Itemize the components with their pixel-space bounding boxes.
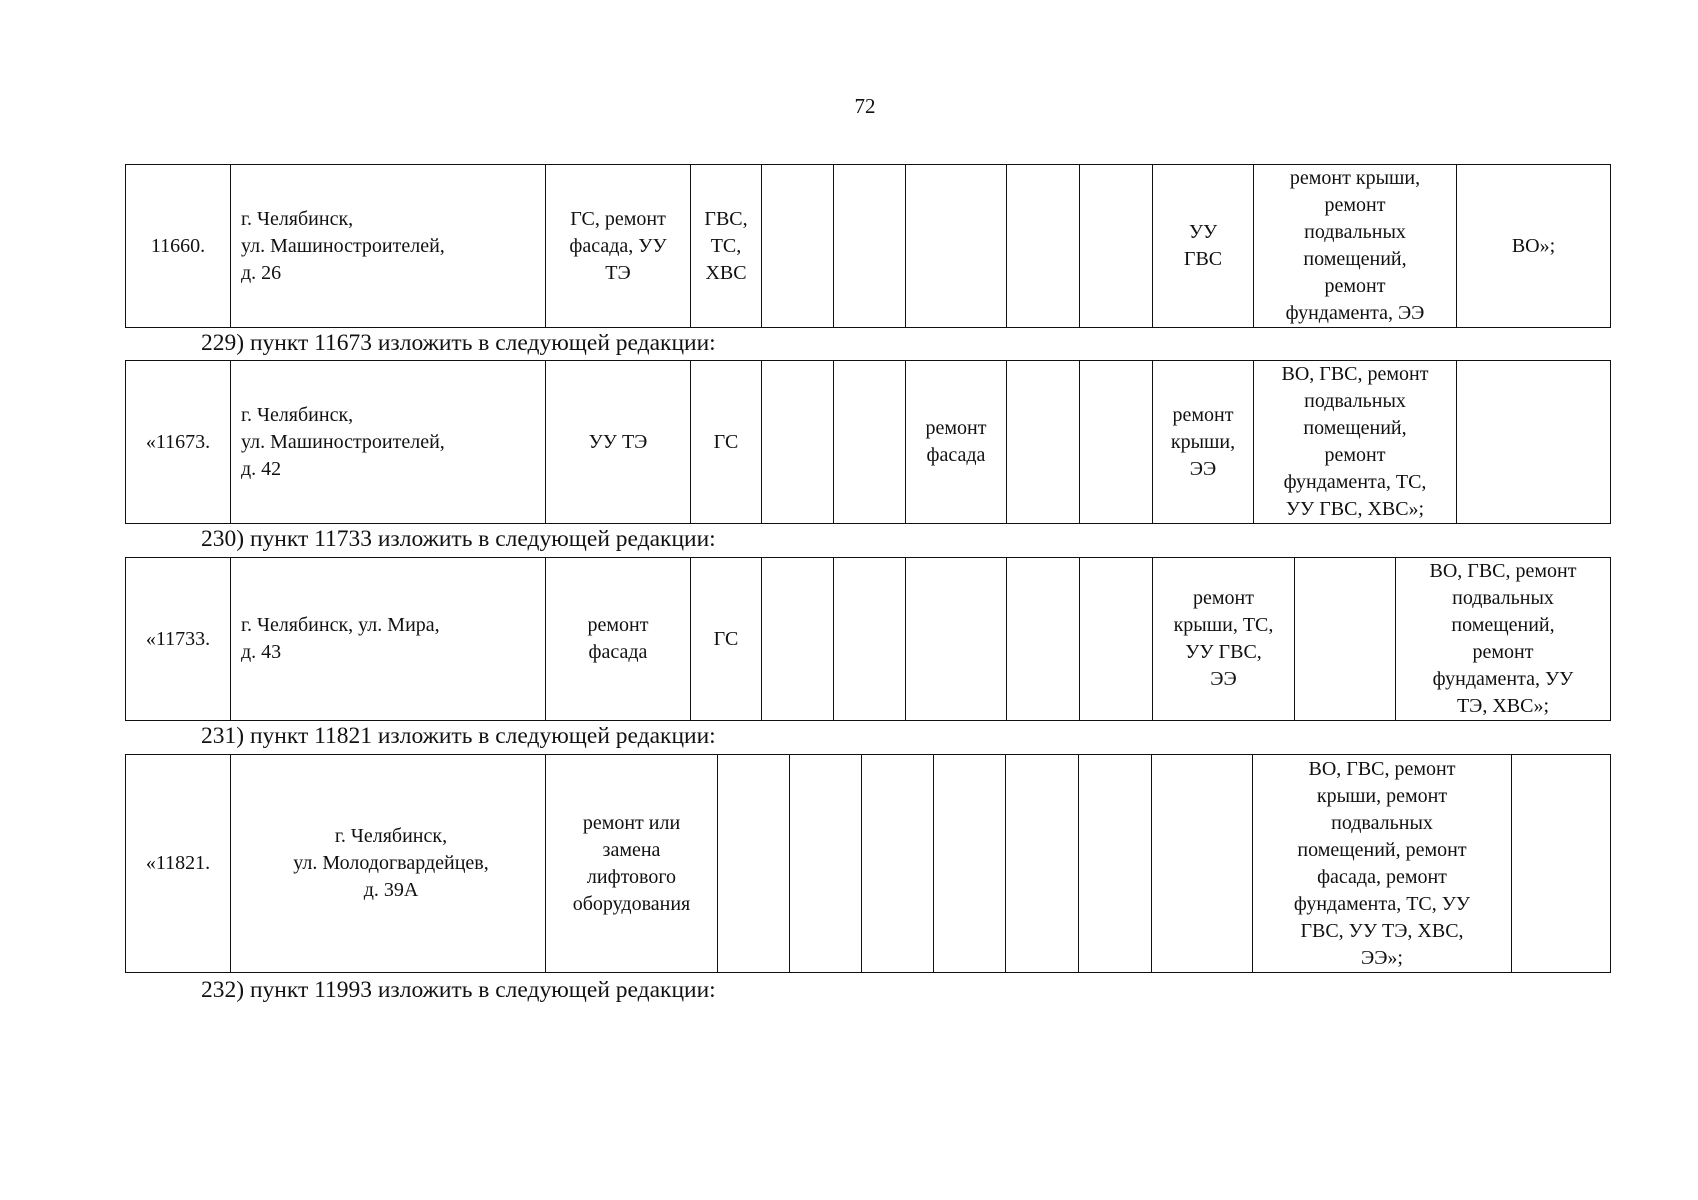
works-line: ремонт крыши, bbox=[1289, 167, 1421, 189]
empty-cell bbox=[762, 361, 834, 524]
table-row-11733 bbox=[125, 557, 1611, 721]
address-line: г. Челябинск, ул. Мира, bbox=[241, 614, 440, 636]
address-line: г. Челябинск, bbox=[241, 207, 354, 230]
works-line: ЭЭ bbox=[1189, 457, 1217, 480]
address-cell bbox=[231, 558, 546, 721]
empty-cell bbox=[834, 558, 906, 721]
works-cell bbox=[546, 755, 718, 973]
address-line: д. 26 bbox=[241, 261, 282, 284]
works-cell bbox=[906, 361, 1007, 524]
works-line: ремонт bbox=[1472, 641, 1534, 663]
empty-cell bbox=[1152, 755, 1253, 973]
works-line: помещений, ремонт bbox=[1297, 838, 1467, 861]
works-line: фундамента, ТС, УУ bbox=[1293, 892, 1471, 915]
works-line: ремонт bbox=[1193, 587, 1254, 609]
works-line: ВО»; bbox=[1511, 234, 1556, 257]
address-line: ул. Машиностроителей, bbox=[241, 430, 445, 453]
table-row-11821 bbox=[125, 754, 1611, 973]
works-line: ЭЭ bbox=[1210, 668, 1237, 690]
empty-cell bbox=[718, 755, 790, 973]
works-line: помещений, bbox=[1451, 614, 1555, 636]
works-line: фасада, УУ bbox=[569, 234, 667, 257]
works-line: подвальных bbox=[1304, 221, 1406, 243]
item-number: 11660. bbox=[126, 165, 231, 328]
works-line: ремонт или bbox=[582, 811, 681, 834]
page-number: 72 bbox=[854, 94, 876, 118]
empty-cell bbox=[1457, 361, 1611, 524]
works-cell bbox=[546, 361, 691, 524]
works-line: помещений, bbox=[1303, 417, 1407, 439]
works-cell bbox=[691, 558, 762, 721]
address-line: г. Челябинск, bbox=[241, 403, 354, 426]
works-line: ремонт bbox=[587, 614, 649, 636]
address-line: ул. Машиностроителей, bbox=[241, 234, 445, 257]
empty-cell bbox=[790, 755, 862, 973]
address-line: д. 43 bbox=[241, 641, 282, 663]
works-cell bbox=[1153, 558, 1295, 721]
address-line: г. Челябинск, bbox=[334, 825, 448, 847]
address-line: д. 39А bbox=[363, 879, 419, 901]
works-line: ремонт bbox=[1324, 194, 1386, 216]
works-cell bbox=[691, 361, 762, 524]
works-line: ремонт bbox=[1324, 275, 1386, 297]
works-line: фундамента, ЭЭ bbox=[1285, 302, 1425, 324]
item-number: «11821. bbox=[126, 755, 231, 973]
works-line: лифтового bbox=[586, 865, 677, 888]
works-line: крыши, ремонт bbox=[1316, 784, 1448, 807]
amendment-line: 231) пункт 11821 изложить в следующей редакции: bbox=[201, 723, 716, 749]
empty-cell bbox=[1007, 165, 1080, 328]
works-line: фасада bbox=[588, 641, 648, 663]
works-cell bbox=[1153, 361, 1254, 524]
address-cell bbox=[231, 755, 546, 973]
empty-cell bbox=[1080, 361, 1153, 524]
empty-cell bbox=[862, 755, 934, 973]
empty-cell bbox=[1080, 558, 1153, 721]
works-line: подвальных bbox=[1452, 587, 1554, 609]
table-row-11673 bbox=[125, 360, 1611, 524]
item-number: «11673. bbox=[126, 361, 231, 524]
works-line: ГВС, УУ ТЭ, ХВС, bbox=[1300, 919, 1464, 942]
amendment-line: 229) пункт 11673 изложить в следующей редакции: bbox=[201, 330, 716, 356]
amendment-line: 232) пункт 11993 изложить в следующей редакции: bbox=[201, 977, 716, 1003]
works-line: ГС bbox=[713, 627, 739, 650]
empty-cell bbox=[1006, 755, 1079, 973]
works-cell bbox=[546, 558, 691, 721]
empty-cell bbox=[762, 165, 834, 328]
works-line: ТЭ bbox=[605, 261, 631, 284]
empty-cell bbox=[1295, 558, 1396, 721]
works-line: ремонт bbox=[1324, 444, 1386, 466]
works-line: ВО, ГВС, ремонт bbox=[1281, 363, 1429, 385]
works-cell bbox=[1396, 558, 1611, 721]
empty-cell bbox=[1007, 558, 1080, 721]
works-line: УУ ТЭ bbox=[588, 430, 648, 453]
empty-cell bbox=[934, 755, 1006, 973]
works-line: оборудования bbox=[572, 892, 691, 915]
address-line: ул. Молодогвардейцев, bbox=[293, 852, 489, 874]
works-cell bbox=[1254, 361, 1457, 524]
works-line: крыши, bbox=[1170, 430, 1236, 453]
works-line: крыши, ТС, bbox=[1173, 614, 1274, 636]
works-line: замена bbox=[602, 838, 661, 861]
empty-cell bbox=[906, 558, 1007, 721]
empty-cell bbox=[834, 165, 906, 328]
works-line: фасада bbox=[926, 444, 986, 466]
works-line: ВО, ГВС, ремонт bbox=[1429, 560, 1577, 582]
empty-cell bbox=[762, 558, 834, 721]
address-cell bbox=[231, 165, 546, 328]
amendment-line: 230) пункт 11733 изложить в следующей редакции: bbox=[201, 526, 716, 552]
works-line: фундамента, ТС, bbox=[1283, 471, 1427, 493]
works-line: ЭЭ»; bbox=[1361, 946, 1403, 969]
address-line: д. 42 bbox=[241, 457, 282, 480]
works-cell bbox=[1254, 165, 1457, 328]
works-line: ТС, bbox=[710, 234, 742, 257]
empty-cell bbox=[1080, 165, 1153, 328]
empty-cell bbox=[1079, 755, 1152, 973]
empty-cell bbox=[1007, 361, 1080, 524]
works-line: ВО, ГВС, ремонт bbox=[1308, 757, 1456, 780]
works-line: помещений, bbox=[1303, 248, 1407, 270]
works-cell bbox=[546, 165, 691, 328]
empty-cell bbox=[906, 165, 1007, 328]
works-cell bbox=[691, 165, 762, 328]
works-line: фундамента, УУ bbox=[1432, 668, 1574, 690]
works-line: ХВС bbox=[705, 261, 747, 284]
works-line: ГВС bbox=[1183, 248, 1223, 270]
works-line: фасада, ремонт bbox=[1317, 865, 1447, 888]
works-line: ТЭ, ХВС»; bbox=[1456, 695, 1550, 717]
works-cell bbox=[1153, 165, 1254, 328]
works-cell bbox=[1457, 165, 1611, 328]
works-line: подвальных bbox=[1331, 811, 1433, 834]
empty-cell bbox=[1512, 755, 1611, 973]
works-line: УУ bbox=[1188, 221, 1218, 243]
empty-cell bbox=[834, 361, 906, 524]
works-line: ГВС, bbox=[704, 207, 748, 230]
works-line: УУ ГВС, bbox=[1185, 641, 1262, 663]
works-line: ГС, ремонт bbox=[570, 207, 666, 230]
works-line: подвальных bbox=[1304, 390, 1406, 412]
works-line: УУ ГВС, ХВС»; bbox=[1285, 498, 1425, 520]
works-line: ремонт bbox=[925, 417, 987, 439]
address-cell bbox=[231, 361, 546, 524]
works-line: ремонт bbox=[1172, 403, 1234, 426]
works-cell bbox=[1253, 755, 1512, 973]
table-row-11660 bbox=[125, 164, 1611, 328]
works-line: ГС bbox=[713, 430, 739, 453]
item-number: «11733. bbox=[126, 558, 231, 721]
